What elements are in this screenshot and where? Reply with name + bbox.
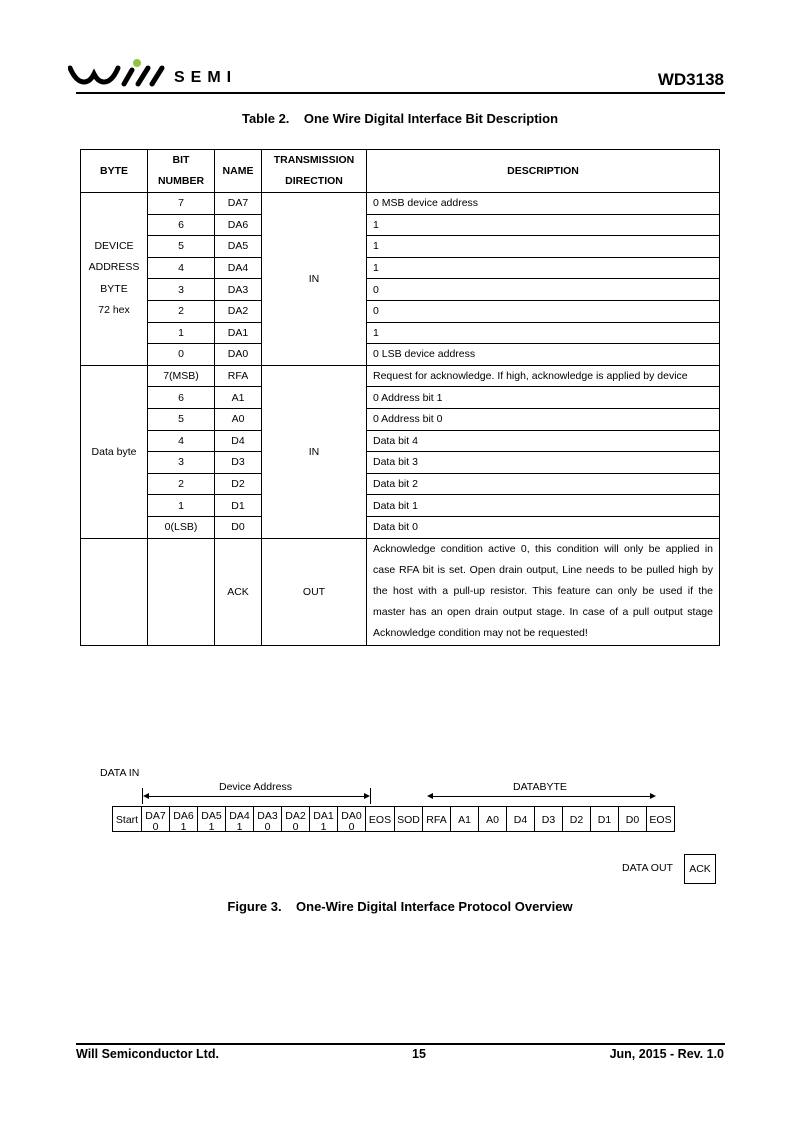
footer-company: Will Semiconductor Ltd. bbox=[76, 1047, 219, 1061]
data-out-label: DATA OUT bbox=[622, 862, 673, 874]
protocol-cell-da0: DA0 0 bbox=[337, 806, 366, 832]
name-cell: DA3 bbox=[215, 279, 262, 301]
desc-cell: 0 Address bit 0 bbox=[367, 408, 720, 430]
protocol-cell-da6: DA6 1 bbox=[169, 806, 198, 832]
bit-cell: 6 bbox=[148, 214, 215, 236]
desc-cell: Data bit 1 bbox=[367, 495, 720, 517]
protocol-cell-da7: DA7 0 bbox=[141, 806, 170, 832]
name-cell: A0 bbox=[215, 408, 262, 430]
protocol-cell-a0: A0 bbox=[478, 806, 507, 832]
footer-date-revision: Jun, 2015 - Rev. 1.0 bbox=[609, 1047, 724, 1061]
bit-cell: 6 bbox=[148, 387, 215, 409]
protocol-cell-d2: D2 bbox=[562, 806, 591, 832]
desc-cell: 1 bbox=[367, 214, 720, 236]
byte-cell-device-address: DEVICE ADDRESS BYTE 72 hex bbox=[81, 193, 148, 366]
byte-cell-empty bbox=[81, 538, 148, 645]
table-row bbox=[81, 236, 720, 258]
page-number: 15 bbox=[412, 1047, 426, 1061]
bit-cell: 3 bbox=[148, 279, 215, 301]
will-logo-mark bbox=[68, 58, 172, 88]
table-row bbox=[81, 387, 720, 409]
bit-cell: 5 bbox=[148, 408, 215, 430]
name-cell: D0 bbox=[215, 516, 262, 538]
device-address-arrow-line bbox=[146, 796, 368, 797]
device-address-right-tick bbox=[370, 788, 371, 804]
table-row bbox=[81, 344, 720, 366]
header-description: DESCRIPTION bbox=[367, 150, 720, 193]
name-cell: RFA bbox=[215, 365, 262, 387]
bit-cell: 0(LSB) bbox=[148, 516, 215, 538]
brand-text: SEMI bbox=[174, 69, 238, 86]
protocol-cell-d3: D3 bbox=[534, 806, 563, 832]
protocol-cell-eos: EOS bbox=[646, 806, 675, 832]
protocol-cell-da1: DA1 1 bbox=[309, 806, 338, 832]
desc-cell: Data bit 3 bbox=[367, 452, 720, 474]
company-logo bbox=[68, 58, 268, 88]
name-cell: DA7 bbox=[215, 193, 262, 215]
data-in-label: DATA IN bbox=[100, 767, 140, 779]
protocol-cell-d4: D4 bbox=[506, 806, 535, 832]
ack-cell: ACK bbox=[684, 854, 716, 884]
arrow-head-right bbox=[650, 793, 656, 799]
protocol-frame bbox=[113, 806, 675, 832]
desc-cell: Data bit 2 bbox=[367, 473, 720, 495]
header-name: NAME bbox=[215, 150, 262, 193]
table-header-row bbox=[81, 150, 720, 193]
header-bit-number: BIT NUMBER bbox=[148, 150, 215, 193]
direction-cell: IN bbox=[262, 193, 367, 366]
desc-cell: Data bit 4 bbox=[367, 430, 720, 452]
name-cell: ACK bbox=[215, 538, 262, 645]
name-cell: D3 bbox=[215, 452, 262, 474]
name-cell: D1 bbox=[215, 495, 262, 517]
desc-cell: 0 MSB device address bbox=[367, 193, 720, 215]
table-row bbox=[81, 430, 720, 452]
table-row bbox=[81, 279, 720, 301]
protocol-cell-rfa: RFA bbox=[422, 806, 451, 832]
device-address-label: Device Address bbox=[219, 781, 292, 793]
bit-cell: 1 bbox=[148, 322, 215, 344]
desc-cell: 0 bbox=[367, 300, 720, 322]
table-row bbox=[81, 257, 720, 279]
bit-cell: 3 bbox=[148, 452, 215, 474]
table-row bbox=[81, 452, 720, 474]
name-cell: DA4 bbox=[215, 257, 262, 279]
desc-cell: 0 LSB device address bbox=[367, 344, 720, 366]
name-cell: DA2 bbox=[215, 300, 262, 322]
bit-cell: 0 bbox=[148, 344, 215, 366]
arrow-head-left bbox=[143, 793, 149, 799]
bit-cell: 1 bbox=[148, 495, 215, 517]
protocol-cell-da2: DA2 0 bbox=[281, 806, 310, 832]
table-row-ack bbox=[81, 538, 720, 645]
footer-divider bbox=[76, 1043, 725, 1045]
protocol-cell-da4: DA4 1 bbox=[225, 806, 254, 832]
name-cell: DA0 bbox=[215, 344, 262, 366]
name-cell: D2 bbox=[215, 473, 262, 495]
protocol-cell-da3: DA3 0 bbox=[253, 806, 282, 832]
databyte-arrow-line bbox=[432, 796, 652, 797]
header-byte: BYTE bbox=[81, 150, 148, 193]
protocol-cell-sod: SOD bbox=[394, 806, 423, 832]
desc-cell: 0 bbox=[367, 279, 720, 301]
table-row bbox=[81, 300, 720, 322]
protocol-cell-d0: D0 bbox=[618, 806, 647, 832]
table-row bbox=[81, 473, 720, 495]
header-divider bbox=[76, 92, 725, 94]
bit-cell: 7 bbox=[148, 193, 215, 215]
table-row bbox=[81, 408, 720, 430]
byte-cell-data-byte: Data byte bbox=[81, 365, 148, 538]
desc-cell: 1 bbox=[367, 257, 720, 279]
bit-description-table bbox=[80, 149, 720, 646]
table-row bbox=[81, 322, 720, 344]
table-row bbox=[81, 214, 720, 236]
bit-cell: 2 bbox=[148, 473, 215, 495]
arrow-head-left bbox=[427, 793, 433, 799]
table-row bbox=[81, 365, 720, 387]
desc-cell: Request for acknowledge. If high, acknowledge is applied by device bbox=[367, 365, 720, 387]
table-row bbox=[81, 193, 720, 215]
document-id: WD3138 bbox=[657, 70, 724, 89]
protocol-cell-eos: EOS bbox=[365, 806, 395, 832]
protocol-cell-d1: D1 bbox=[590, 806, 619, 832]
header-direction: TRANSMISSION DIRECTION bbox=[262, 150, 367, 193]
name-cell: DA5 bbox=[215, 236, 262, 258]
direction-cell: IN bbox=[262, 365, 367, 538]
name-cell: D4 bbox=[215, 430, 262, 452]
databyte-label: DATABYTE bbox=[513, 781, 567, 793]
bit-cell-empty bbox=[148, 538, 215, 645]
bit-cell: 5 bbox=[148, 236, 215, 258]
table-caption: Table 2. One Wire Digital Interface Bit Description bbox=[241, 111, 559, 126]
name-cell: DA1 bbox=[215, 322, 262, 344]
bit-cell: 4 bbox=[148, 430, 215, 452]
desc-cell: 0 Address bit 1 bbox=[367, 387, 720, 409]
ack-desc-cell: Acknowledge condition active 0, this condition will only be applied in case RFA bit is set. Open drain output, Line needs to be pulled high by the host with a pull-up resistor. This feature can only be used if the master has an open drain output stage. In case of a pull output stage Acknowledge condition may not be requested! bbox=[367, 538, 720, 645]
bit-cell: 2 bbox=[148, 300, 215, 322]
desc-cell: 1 bbox=[367, 322, 720, 344]
name-cell: DA6 bbox=[215, 214, 262, 236]
table-row bbox=[81, 495, 720, 517]
bit-cell: 7(MSB) bbox=[148, 365, 215, 387]
protocol-cell-da5: DA5 1 bbox=[197, 806, 226, 832]
desc-cell: 1 bbox=[367, 236, 720, 258]
table-row bbox=[81, 516, 720, 538]
bit-cell: 4 bbox=[148, 257, 215, 279]
figure-caption: Figure 3. One-Wire Digital Interface Protocol Overview bbox=[227, 899, 573, 914]
desc-cell: Data bit 0 bbox=[367, 516, 720, 538]
name-cell: A1 bbox=[215, 387, 262, 409]
direction-cell: OUT bbox=[262, 538, 367, 645]
protocol-cell-start: Start bbox=[112, 806, 142, 832]
protocol-cell-a1: A1 bbox=[450, 806, 479, 832]
